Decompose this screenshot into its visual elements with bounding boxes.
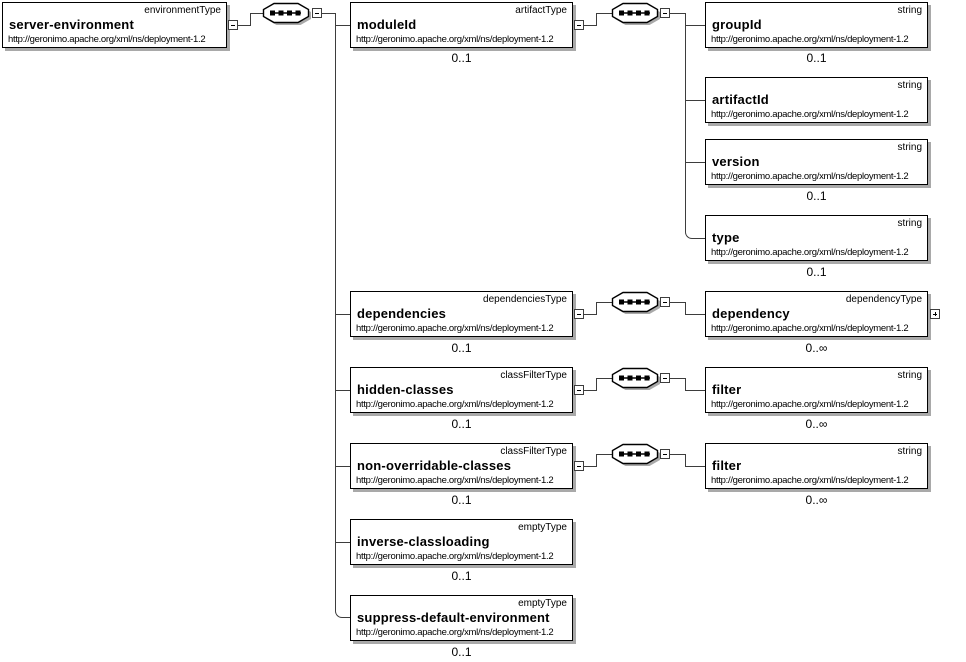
cardinality-label: 0..1 xyxy=(451,493,472,507)
collapse-toggle-icon[interactable] xyxy=(574,309,584,319)
connector-line xyxy=(685,390,705,391)
cardinality-label: 0..1 xyxy=(806,51,827,65)
element-box-dependencies[interactable] xyxy=(350,291,573,337)
connector-line xyxy=(670,13,685,14)
element-namespace: http://geronimo.apache.org/xml/ns/deployment-1.2 xyxy=(711,109,909,120)
cardinality-label: 0..1 xyxy=(451,51,472,65)
collapse-toggle-icon[interactable] xyxy=(660,8,670,18)
element-name: filter xyxy=(712,382,742,397)
connector-line xyxy=(597,302,612,303)
element-namespace: http://geronimo.apache.org/xml/ns/deployment-1.2 xyxy=(711,399,909,410)
element-box-version[interactable] xyxy=(705,139,928,185)
connector-line xyxy=(685,314,705,315)
element-box-non-overridable-classes[interactable] xyxy=(350,443,573,489)
connector-line xyxy=(670,454,686,455)
connector-line xyxy=(670,378,686,379)
collapse-toggle-icon[interactable] xyxy=(660,449,670,459)
cardinality-label: 0..1 xyxy=(451,341,472,355)
element-name: server-environment xyxy=(9,17,134,32)
collapse-toggle-icon[interactable] xyxy=(660,297,670,307)
cardinality-label: 0..1 xyxy=(806,265,827,279)
type-label: environmentType xyxy=(144,5,221,16)
element-namespace: http://geronimo.apache.org/xml/ns/deployment-1.2 xyxy=(356,627,554,638)
type-label: emptyType xyxy=(518,522,567,533)
connector-line xyxy=(596,302,597,315)
sequence-icon[interactable] xyxy=(612,292,662,316)
element-name: suppress-default-environment xyxy=(357,610,550,625)
connector-line xyxy=(597,13,612,14)
connector-line xyxy=(336,466,350,467)
type-label: classFilterType xyxy=(500,446,567,457)
connector-line xyxy=(596,13,597,26)
type-label: string xyxy=(897,218,922,229)
connector-line xyxy=(336,542,350,543)
type-label: artifactType xyxy=(515,5,567,16)
element-namespace: http://geronimo.apache.org/xml/ns/deployment-1.2 xyxy=(711,171,909,182)
element-namespace: http://geronimo.apache.org/xml/ns/deployment-1.2 xyxy=(356,551,554,562)
connector-line xyxy=(251,13,263,14)
cardinality-label: 0..∞ xyxy=(805,417,828,431)
type-label: dependenciesType xyxy=(483,294,567,305)
cardinality-label: 0..∞ xyxy=(805,493,828,507)
element-name: dependency xyxy=(712,306,790,321)
collapse-toggle-icon[interactable] xyxy=(574,461,584,471)
element-name: moduleId xyxy=(357,17,417,32)
cardinality-label: 0..1 xyxy=(806,189,827,203)
type-label: string xyxy=(897,80,922,91)
connector-line xyxy=(596,454,597,467)
connector-line xyxy=(250,13,251,26)
collapse-toggle-icon[interactable] xyxy=(228,20,238,30)
element-box-filter-hidden[interactable] xyxy=(705,367,928,413)
element-name: hidden-classes xyxy=(357,382,454,397)
collapse-toggle-icon[interactable] xyxy=(574,20,584,30)
element-box-groupId[interactable] xyxy=(705,2,928,48)
connector-line xyxy=(685,466,705,467)
cardinality-label: 0..∞ xyxy=(805,341,828,355)
element-namespace: http://geronimo.apache.org/xml/ns/deployment-1.2 xyxy=(8,34,206,45)
element-namespace: http://geronimo.apache.org/xml/ns/deployment-1.2 xyxy=(356,323,554,334)
connector-line xyxy=(336,314,350,315)
element-name: filter xyxy=(712,458,742,473)
sequence-icon[interactable] xyxy=(612,368,662,392)
element-namespace: http://geronimo.apache.org/xml/ns/deployment-1.2 xyxy=(711,475,909,486)
connector-line xyxy=(686,25,705,26)
cardinality-label: 0..1 xyxy=(451,645,472,659)
type-label: dependencyType xyxy=(845,294,922,305)
connector-line xyxy=(336,390,350,391)
collapse-toggle-icon[interactable] xyxy=(574,385,584,395)
element-box-suppress-default-environment[interactable] xyxy=(350,595,573,641)
type-label: emptyType xyxy=(518,598,567,609)
element-namespace: http://geronimo.apache.org/xml/ns/deployment-1.2 xyxy=(711,34,909,45)
element-box-filter-non-overridable[interactable] xyxy=(705,443,928,489)
type-label: string xyxy=(897,446,922,457)
element-name: artifactId xyxy=(712,92,769,107)
type-label: string xyxy=(897,142,922,153)
connector-line xyxy=(597,378,612,379)
sequence-icon[interactable] xyxy=(612,444,662,468)
cardinality-label: 0..1 xyxy=(451,569,472,583)
element-box-dependency[interactable] xyxy=(705,291,928,337)
element-name: groupId xyxy=(712,17,762,32)
collapse-toggle-icon[interactable] xyxy=(312,8,322,18)
element-box-server-environment[interactable] xyxy=(2,2,227,48)
collapse-toggle-icon[interactable] xyxy=(660,373,670,383)
element-namespace: http://geronimo.apache.org/xml/ns/deployment-1.2 xyxy=(711,323,909,334)
connector-line xyxy=(686,162,705,163)
element-box-inverse-classloading[interactable] xyxy=(350,519,573,565)
connector-trunk xyxy=(685,13,705,239)
type-label: string xyxy=(897,5,922,16)
element-name: inverse-classloading xyxy=(357,534,490,549)
connector-line xyxy=(336,25,350,26)
element-namespace: http://geronimo.apache.org/xml/ns/deployment-1.2 xyxy=(356,399,554,410)
type-label: string xyxy=(897,370,922,381)
connector-line xyxy=(322,13,335,14)
connector-line xyxy=(597,454,612,455)
sequence-icon[interactable] xyxy=(612,3,662,27)
element-box-artifactId[interactable] xyxy=(705,77,928,123)
element-box-type[interactable] xyxy=(705,215,928,261)
element-name: type xyxy=(712,230,740,245)
element-namespace: http://geronimo.apache.org/xml/ns/deployment-1.2 xyxy=(356,34,554,45)
element-box-hidden-classes[interactable] xyxy=(350,367,573,413)
element-name: non-overridable-classes xyxy=(357,458,512,473)
sequence-icon[interactable] xyxy=(263,3,313,27)
connector-line xyxy=(686,100,705,101)
expand-toggle-icon[interactable] xyxy=(930,309,940,319)
connector-line xyxy=(596,378,597,391)
element-namespace: http://geronimo.apache.org/xml/ns/deployment-1.2 xyxy=(356,475,554,486)
connector-trunk xyxy=(335,13,350,618)
cardinality-label: 0..1 xyxy=(451,417,472,431)
connector-line xyxy=(670,302,686,303)
element-name: version xyxy=(712,154,760,169)
element-namespace: http://geronimo.apache.org/xml/ns/deployment-1.2 xyxy=(711,247,909,258)
element-box-moduleId[interactable] xyxy=(350,2,573,48)
type-label: classFilterType xyxy=(500,370,567,381)
element-name: dependencies xyxy=(357,306,447,321)
